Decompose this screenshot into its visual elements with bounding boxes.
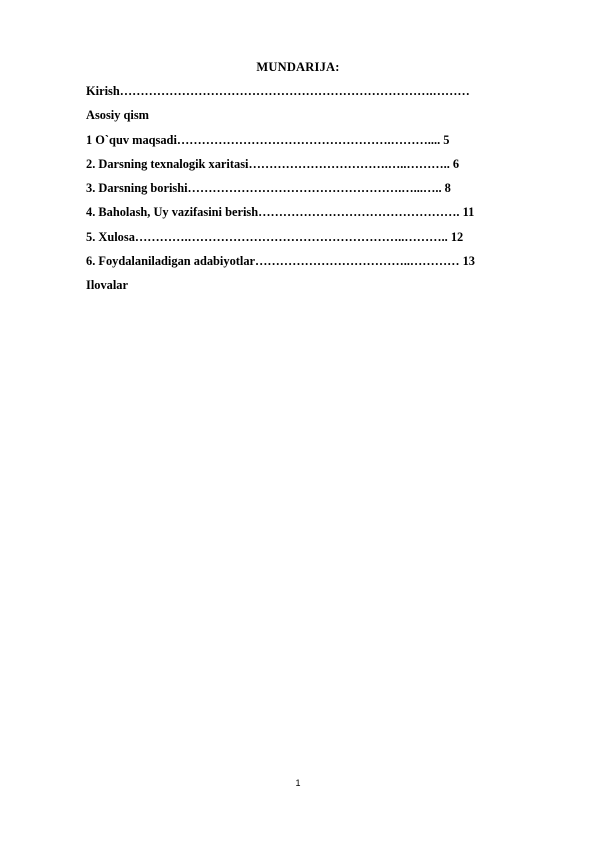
table-of-contents [86,83,526,302]
toc-title: MUNDARIJA: [256,60,340,74]
toc-entry-text: 1 O`quv maqsadi…………………………………………….……….... 5 [86,132,450,147]
toc-entry-baholash [86,204,526,228]
toc-entry-text: Asosiy qism [86,108,149,123]
toc-entry-texnalogik-xarita [86,156,526,180]
toc-entry-kirish [86,83,526,107]
toc-entry-darsning-borishi [86,180,526,204]
toc-entry-text: 5. Xulosa………….……………………………………………..……….. 12 [86,229,464,244]
toc-entry-asosiy-qism [86,107,526,131]
toc-entry-text: 3. Darsning borishi…………………………………………….…...….. 8 [86,181,451,196]
toc-entry-text: 4. Baholash, Uy vazifasini berish…………………………………………. 11 [86,205,475,220]
toc-entry-text: Kirish………………………………………………………………….……… [86,84,470,98]
toc-entry-quv-maqsadi [86,132,526,156]
toc-entry-text: 2. Darsning texnalogik xaritasi…………………………….…..……….. 6 [86,156,460,171]
toc-entry-text: Ilovalar [86,278,128,293]
page-number: 1 [295,778,301,788]
toc-entry-adabiyotlar [86,253,526,277]
toc-entry-text: 6. Foydalaniladigan adabiyotlar………………………………..………… 13 [86,254,475,269]
toc-entry-xulosa [86,229,526,253]
toc-entry-ilovalar [86,277,526,301]
